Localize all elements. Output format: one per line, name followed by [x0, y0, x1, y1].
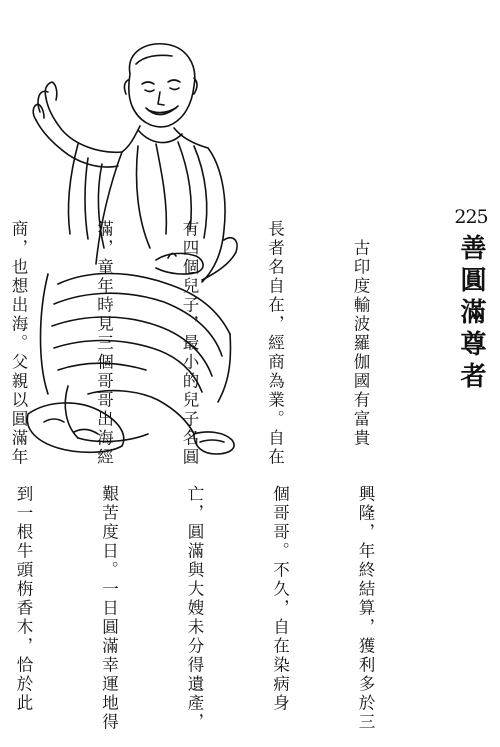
text-column: 亡，圓滿與大嫂未分得遺產， — [185, 485, 204, 732]
text-column: 古印度輸波羅伽國有富貴 — [351, 220, 370, 448]
entry-number: 225 — [454, 206, 488, 228]
text-column: 個哥哥。不久，自在染病身 — [270, 485, 290, 713]
entry-title: 善圓滿尊者 — [456, 234, 486, 394]
text-column: 長者名自在，經商為業。自在 — [265, 220, 285, 467]
text-column: 有四個兒子，最小的兒子名圓 — [180, 220, 199, 467]
text-column: 商，也想出海。父親以圓滿年 — [9, 220, 28, 467]
entry-heading — [446, 206, 496, 406]
text-column: 艱苦度日。一日圓滿幸運地得 — [99, 485, 119, 732]
body-text-top — [0, 220, 431, 467]
body-text-bottom — [0, 485, 436, 732]
text-column: 興隆，年終結算，獲利多於三 — [356, 485, 375, 732]
text-column: 到一根牛頭栴香木，恰於此 — [14, 485, 33, 713]
text-column: 滿，童年時見三個哥哥出海經 — [94, 220, 114, 467]
